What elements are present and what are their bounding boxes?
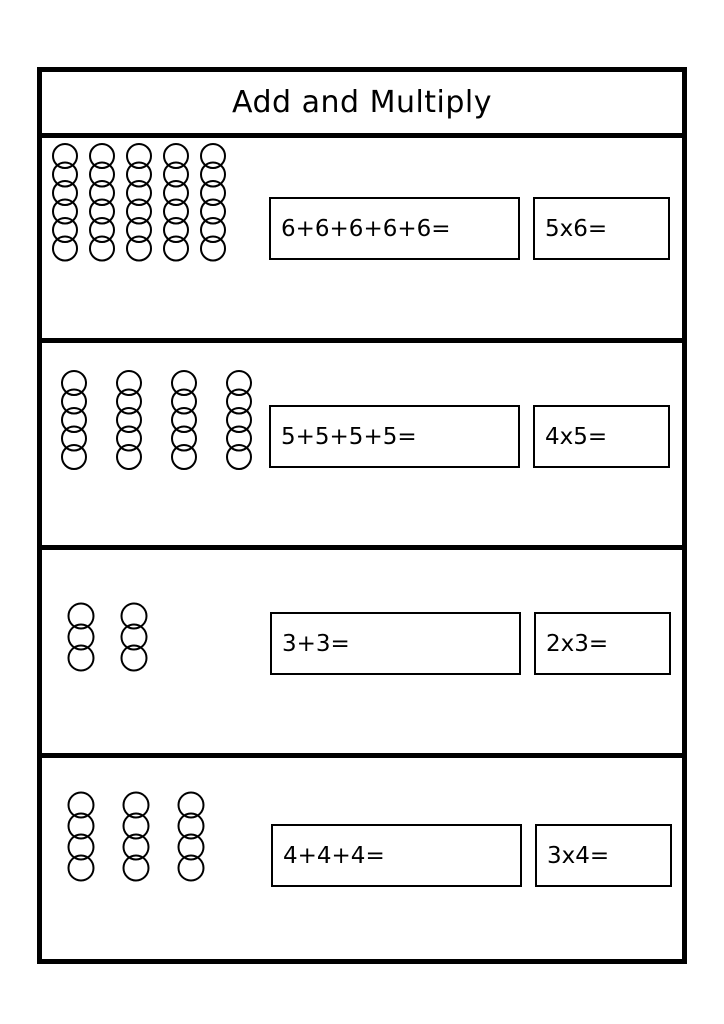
counter-circle xyxy=(164,163,188,187)
counter-circle xyxy=(172,445,196,469)
counter-circle xyxy=(227,390,251,414)
counter-circle xyxy=(62,390,86,414)
counter-dots xyxy=(42,758,272,959)
counter-circle xyxy=(90,218,114,242)
counter-circle xyxy=(227,445,251,469)
addition-equation: 6+6+6+6+6= xyxy=(281,215,451,242)
counter-circle xyxy=(90,163,114,187)
counter-circle xyxy=(53,218,77,242)
multiplication-equation: 3x4= xyxy=(547,842,610,869)
counter-circle xyxy=(90,237,114,261)
counter-circle xyxy=(117,445,141,469)
counter-circle xyxy=(227,371,251,395)
counter-circle xyxy=(53,181,77,205)
counter-dots xyxy=(42,343,272,545)
addition-box[interactable] xyxy=(270,612,521,675)
counter-circle xyxy=(53,200,77,224)
counter-circle xyxy=(172,371,196,395)
counter-circle xyxy=(62,445,86,469)
addition-box[interactable] xyxy=(271,824,522,887)
counter-circle xyxy=(127,237,151,261)
counter-circle xyxy=(164,218,188,242)
counter-circle xyxy=(172,390,196,414)
multiplication-box[interactable] xyxy=(533,405,670,468)
counter-circle xyxy=(127,218,151,242)
counter-circle xyxy=(117,408,141,432)
problem-row-3 xyxy=(42,550,682,758)
multiplication-equation: 5x6= xyxy=(545,215,608,242)
addition-equation: 3+3= xyxy=(282,630,350,657)
counter-circle xyxy=(62,427,86,451)
counter-circle xyxy=(117,427,141,451)
counter-circle xyxy=(201,218,225,242)
counter-dots xyxy=(42,550,272,753)
problem-row-4 xyxy=(42,758,682,959)
worksheet-title: Add and Multiply xyxy=(42,72,682,138)
counter-circle xyxy=(117,390,141,414)
worksheet xyxy=(37,67,687,964)
counter-circle xyxy=(227,427,251,451)
problem-row-1 xyxy=(42,133,682,343)
counter-circle xyxy=(227,408,251,432)
counter-circle xyxy=(164,237,188,261)
multiplication-box[interactable] xyxy=(534,612,671,675)
problem-row-2 xyxy=(42,343,682,550)
counter-circle xyxy=(164,181,188,205)
counter-circle xyxy=(172,427,196,451)
counter-circle xyxy=(201,181,225,205)
addition-box[interactable] xyxy=(269,405,520,468)
counter-circle xyxy=(164,200,188,224)
counter-circle xyxy=(90,144,114,168)
counter-dots xyxy=(42,133,272,338)
multiplication-equation: 2x3= xyxy=(546,630,609,657)
counter-circle xyxy=(172,408,196,432)
counter-circle xyxy=(90,200,114,224)
counter-circle xyxy=(62,408,86,432)
counter-circle xyxy=(201,237,225,261)
addition-box[interactable] xyxy=(269,197,520,260)
multiplication-equation: 4x5= xyxy=(545,423,608,450)
counter-circle xyxy=(117,371,141,395)
counter-circle xyxy=(201,200,225,224)
counter-circle xyxy=(164,144,188,168)
counter-circle xyxy=(53,163,77,187)
counter-circle xyxy=(62,371,86,395)
counter-circle xyxy=(53,237,77,261)
addition-equation: 5+5+5+5= xyxy=(281,423,417,450)
counter-circle xyxy=(53,144,77,168)
multiplication-box[interactable] xyxy=(533,197,670,260)
counter-circle xyxy=(90,181,114,205)
multiplication-box[interactable] xyxy=(535,824,672,887)
addition-equation: 4+4+4= xyxy=(283,842,385,869)
counter-circle xyxy=(201,144,225,168)
counter-circle xyxy=(127,144,151,168)
counter-circle xyxy=(201,163,225,187)
counter-circle xyxy=(127,181,151,205)
counter-circle xyxy=(127,163,151,187)
counter-circle xyxy=(127,200,151,224)
